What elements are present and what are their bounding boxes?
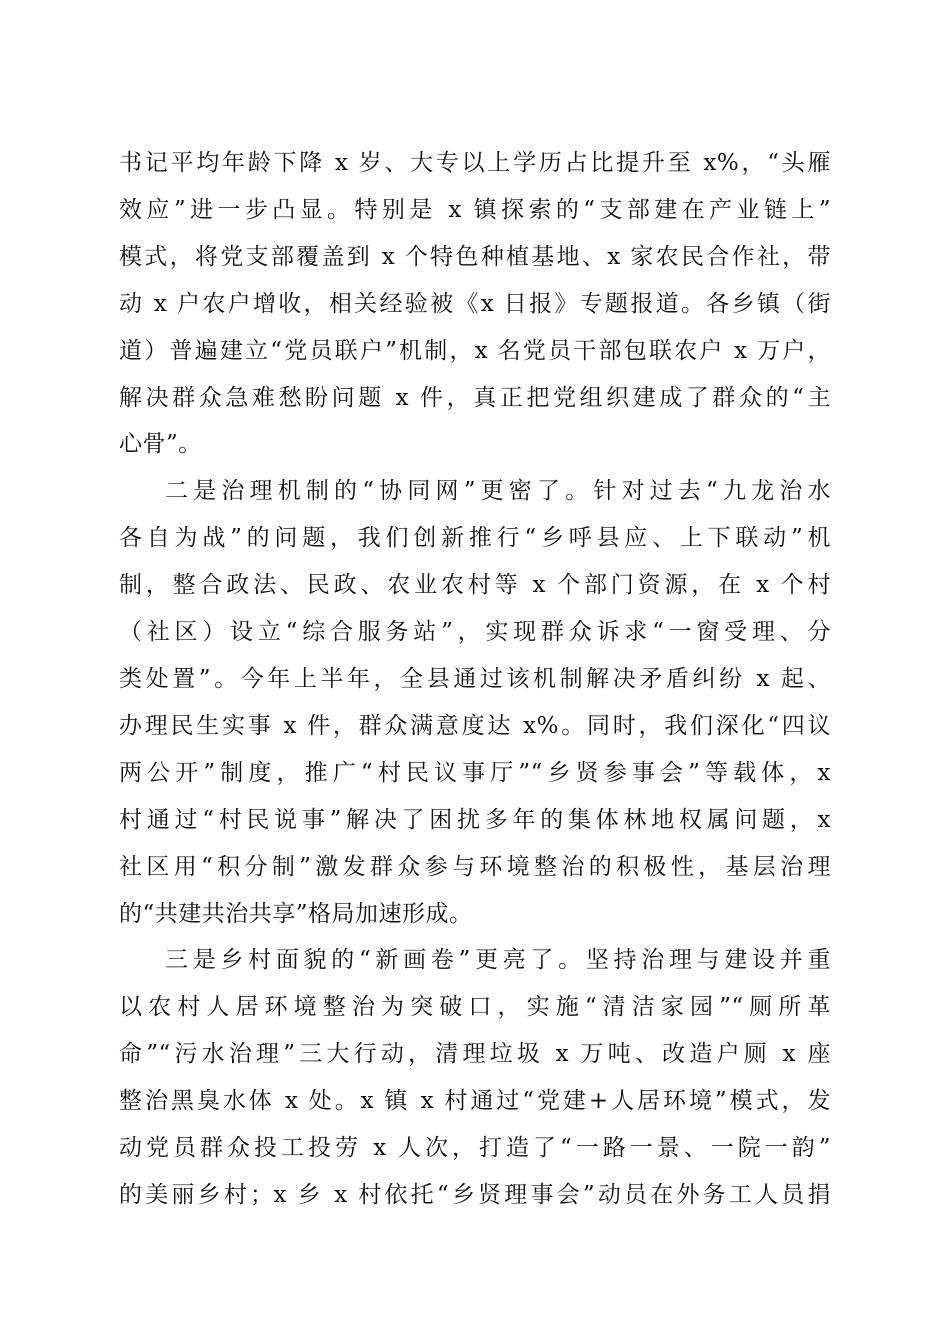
text-line: （社区）设立“综合服务站”，实现群众诉求“一窗受理、分 [119, 619, 831, 646]
paragraph-governance-mechanism [119, 468, 831, 937]
text-line: 的“共建共治共享”格局加速形成。 [119, 900, 473, 927]
text-line: 动党员群众投工投劳 x 人次，打造了“一路一景、一院一韵” [119, 1135, 831, 1162]
text-line: 三是乡村面貌的“新画卷”更亮了。坚持治理与建设并重 [165, 947, 831, 974]
text-line: 社区用“积分制”激发群众参与环境整治的积极性，基层治理 [119, 853, 831, 880]
text-line: 书记平均年龄下降 x 岁、大专以上学历占比提升至 x%，“头雁 [119, 150, 831, 176]
text-line: 各自为战”的问题，我们创新推行“乡呼县应、上下联动”机 [119, 525, 831, 552]
text-line: 心骨”。 [119, 431, 202, 458]
text-line: 两公开”制度，推广“村民议事厅”“乡贤参事会”等载体，x [119, 759, 831, 786]
text-line: 类处置”。今年上半年，全县通过该机制解决矛盾纠纷 x 起、 [119, 665, 831, 692]
text-line: 整治黑臭水体 x 处。x 镇 x 村通过“党建+人居环境”模式，发 [119, 1088, 831, 1115]
text-line: 制，整合政法、民政、农业农村等 x 个部门资源，在 x 个村 [119, 572, 831, 599]
paragraph-party-building [119, 140, 831, 468]
text-line: 动 x 户农户增收，相关经验被《x 日报》专题报道。各乡镇（街 [119, 290, 831, 317]
text-line: 模式，将党支部覆盖到 x 个特色种植基地、x 家农民合作社，带 [119, 243, 831, 270]
text-line: 的美丽乡村；x 乡 x 村依托“乡贤理事会”动员在外务工人员捐 [119, 1181, 831, 1208]
document-body [119, 140, 831, 1219]
text-line: 效应”进一步凸显。特别是 x 镇探索的“支部建在产业链上” [119, 196, 831, 223]
text-line: 命”“污水治理”三大行动，清理垃圾 x 万吨、改造户厕 x 座 [119, 1041, 831, 1068]
text-line: 以农村人居环境整治为突破口，实施“清洁家园”“厕所革 [119, 994, 831, 1021]
text-line: 二是治理机制的“协同网”更密了。针对过去“九龙治水 [165, 478, 831, 505]
paragraph-rural-landscape [119, 937, 831, 1218]
text-line: 解决群众急难愁盼问题 x 件，真正把党组织建成了群众的“主 [119, 384, 831, 411]
text-line: 办理民生实事 x 件，群众满意度达 x%。同时，我们深化“四议 [119, 712, 831, 739]
text-line: 村通过“村民说事”解决了困扰多年的集体林地权属问题，x [119, 806, 831, 833]
text-line: 道）普遍建立“党员联户”机制，x 名党员干部包联农户 x 万户， [119, 337, 831, 364]
